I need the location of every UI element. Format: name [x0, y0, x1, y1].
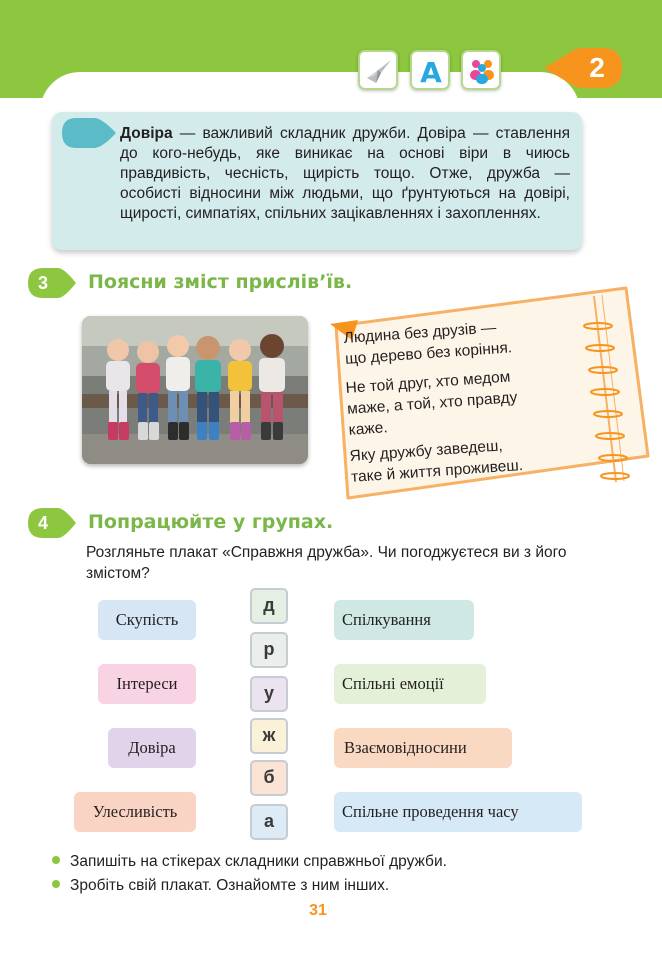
bullet-item-2	[52, 876, 592, 896]
definition-marker	[62, 118, 116, 148]
letter-tile-a: а	[250, 804, 288, 840]
proverb-1-line-2: що дерево без коріння.	[344, 339, 513, 368]
card-skupist: Скупість	[98, 600, 196, 640]
letter-tile-b: б	[250, 760, 288, 796]
card-uleslyvist: Улесливість	[74, 792, 196, 832]
letter-tile-r: р	[250, 632, 288, 668]
paper-crane-icon	[358, 50, 398, 90]
section4-instruction: Розгляньте плакат «Справжня дружба». Чи погоджуєтеся ви з його змістом?	[86, 544, 567, 582]
proverb-2-line-2: маже, а той, хто правду	[346, 389, 518, 418]
bullet-dot	[52, 880, 60, 888]
card-spilni-emotsii: Спільні емоції	[334, 664, 486, 704]
card-vzaiemovidnosyny: Взаємовідносини	[334, 728, 512, 768]
bullet-dot	[52, 856, 60, 864]
letter-tile-zh: ж	[250, 718, 288, 754]
proverb-3-line-1: Яку дружбу заведеш,	[349, 437, 504, 465]
card-spilne-provedennia-chasu: Спільне проведення часу	[334, 792, 582, 832]
definition-text	[120, 124, 570, 224]
letter-tile-u: у	[250, 676, 288, 712]
proverb-3-line-2: таке й життя проживеш.	[350, 456, 524, 486]
section3-title: Поясни зміст прислів’їв.	[88, 271, 353, 293]
card-spilkuvannia: Спілкування	[334, 600, 474, 640]
section4-title: Попрацюйте у групах.	[88, 511, 334, 533]
group-people-icon	[461, 50, 501, 90]
letter-a-glyph: A	[420, 56, 442, 86]
proverb-2-line-3: каже.	[348, 419, 389, 439]
letter-a-icon	[410, 50, 450, 90]
page-number: 31	[309, 902, 327, 919]
bullet-item-1	[52, 852, 592, 872]
proverb-2	[345, 366, 520, 441]
card-interesy: Інтереси	[98, 664, 196, 704]
bullet-text-2: Зробіть свій плакат. Ознайомте з ним інших.	[70, 877, 390, 894]
section4-number: 4	[37, 513, 48, 533]
section3-number: 3	[37, 273, 48, 293]
card-dovira: Довіра	[108, 728, 196, 768]
proverb-1-line-1: Людина без друзів —	[343, 319, 497, 347]
definition-term: Довіра	[120, 125, 173, 142]
children-photo	[82, 316, 308, 464]
proverb-2-line-1: Не той друг, хто медом	[345, 368, 511, 397]
definition-body: — важливий складник дружби. Довіра — ставлення до кого-небудь, яке виникає на основі віри в чиюсь правдивість, чесність, щирість тощо. Отже, дружба — особисті відносини між людьми, що ґрунтуються на довірі, щирості, симпатіях, спільних зацікавленнях і захопленнях.	[120, 125, 570, 222]
chapter-number: 2	[589, 52, 605, 83]
bullet-text-1: Запишіть на стікерах складники справжньої дружби.	[70, 853, 447, 870]
letter-tile-d: д	[250, 588, 288, 624]
